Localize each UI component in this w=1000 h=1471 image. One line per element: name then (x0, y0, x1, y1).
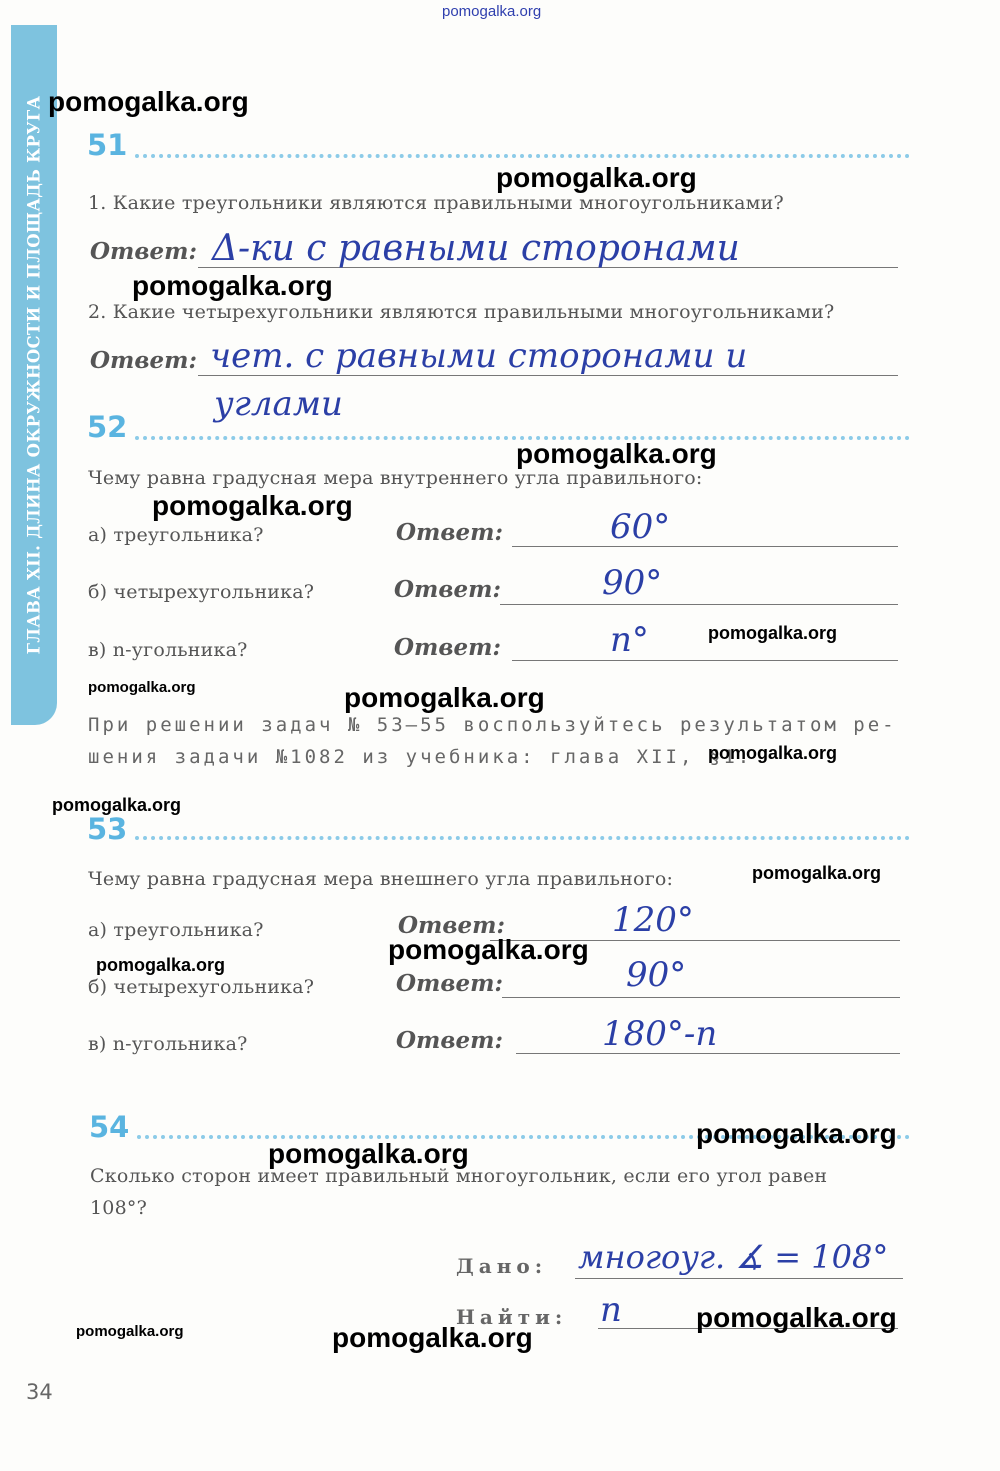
given-value: многоуг. ∡ = 108° (578, 1238, 889, 1276)
watermark: pomogalka.org (696, 1118, 897, 1149)
task-53-item-c-label: в) n-угольника? (88, 1033, 248, 1055)
task-52-item-b-answer-label: Ответ: (394, 576, 501, 603)
task-53-item-a-answer: 120° (612, 900, 694, 940)
task-54-question-line-1: Сколько сторон имеет правильный многоугольник, если его угол равен (90, 1165, 828, 1187)
task-53-question: Чему равна градусная мера внешнего угла правильного: (88, 868, 674, 890)
watermark: pomogalka.org (752, 863, 882, 883)
task-51-answer-label-2: Ответ: (90, 347, 197, 374)
task-52-item-a-line (512, 546, 898, 547)
task-53-item-b-line (502, 997, 900, 998)
page-number: 34 (26, 1380, 53, 1404)
task-52-item-a-answer-label: Ответ: (396, 519, 503, 546)
watermark: pomogalka.org (268, 1138, 469, 1169)
note-line-1: При решении задач № 53–55 воспользуйтесь результатом ре- (88, 714, 897, 736)
task-53-item-b-answer-label: Ответ: (396, 970, 503, 997)
given-label: Дано: (456, 1254, 548, 1278)
task-52-item-a-label: а) треугольника? (88, 524, 264, 546)
task-52-item-c-line (512, 660, 898, 661)
task-52-number: 52 (87, 410, 128, 444)
watermark: pomogalka.org (388, 934, 589, 965)
chapter-title: ГЛАВА XII. ДЛИНА ОКРУЖНОСТИ И ПЛОЩАДЬ КРУГА (24, 95, 44, 655)
task-53-item-c-answer-label: Ответ: (396, 1027, 503, 1054)
task-51-question-1: 1. Какие треугольники являются правильными многоугольниками? (88, 192, 784, 214)
task-52-item-b-answer: 90° (602, 563, 663, 603)
task-52-item-c-answer: n° (610, 620, 649, 660)
watermark: pomogalka.org (48, 86, 249, 117)
task-51-number: 51 (87, 128, 128, 162)
task-51-answer-2-line-2: углами (214, 384, 343, 424)
chapter-sidebar (11, 25, 57, 725)
find-label: Найти: (456, 1305, 568, 1329)
task-52-item-b-line (500, 604, 898, 605)
watermark-top: pomogalka.org (442, 3, 542, 20)
given-line (575, 1278, 903, 1279)
watermark: pomogalka.org (132, 270, 333, 301)
watermark: pomogalka.org (516, 438, 717, 469)
watermark: pomogalka.org (496, 162, 697, 193)
task-53-number: 53 (87, 812, 128, 846)
watermark: pomogalka.org (152, 490, 353, 521)
watermark: pomogalka.org (88, 679, 196, 696)
note-line-2: шения задачи №1082 из учебника: глава XII, §1. (88, 746, 753, 768)
task-52-item-c-answer-label: Ответ: (394, 634, 501, 661)
task-52-item-a-answer: 60° (610, 507, 671, 547)
task-53-item-c-answer: 180°-n (602, 1014, 718, 1054)
task-51-answer-2-line-1: чет. с равными сторонами и (210, 336, 748, 376)
watermark: pomogalka.org (708, 743, 838, 763)
task-52-item-c-label: в) n-угольника? (88, 639, 248, 661)
watermark: pomogalka.org (52, 795, 182, 815)
watermark: pomogalka.org (96, 955, 226, 975)
watermark: pomogalka.org (76, 1323, 184, 1340)
task-51-answer-1: Δ-ки с равными сторонами (212, 228, 740, 269)
find-value: n (600, 1290, 622, 1330)
task-53-item-a-answer-label: Ответ: (398, 912, 505, 939)
task-53-item-b-answer: 90° (626, 955, 687, 995)
task-51-question-2: 2. Какие четырехугольники являются правильными многоугольниками? (88, 301, 835, 323)
watermark: pomogalka.org (696, 1302, 897, 1333)
task-51-divider (135, 154, 910, 158)
watermark: pomogalka.org (344, 682, 545, 713)
watermark: pomogalka.org (332, 1322, 533, 1353)
watermark: pomogalka.org (708, 623, 838, 643)
task-52-item-b-label: б) четырехугольника? (88, 581, 315, 603)
task-53-divider (135, 836, 910, 840)
task-53-item-b-label: б) четырехугольника? (88, 976, 315, 998)
task-51-answer-label-1: Ответ: (90, 238, 197, 265)
task-54-question-line-2: 108°? (90, 1197, 147, 1219)
task-54-number: 54 (89, 1110, 130, 1144)
task-52-question: Чему равна градусная мера внутреннего угла правильного: (88, 467, 703, 489)
task-53-item-a-label: а) треугольника? (88, 919, 264, 941)
